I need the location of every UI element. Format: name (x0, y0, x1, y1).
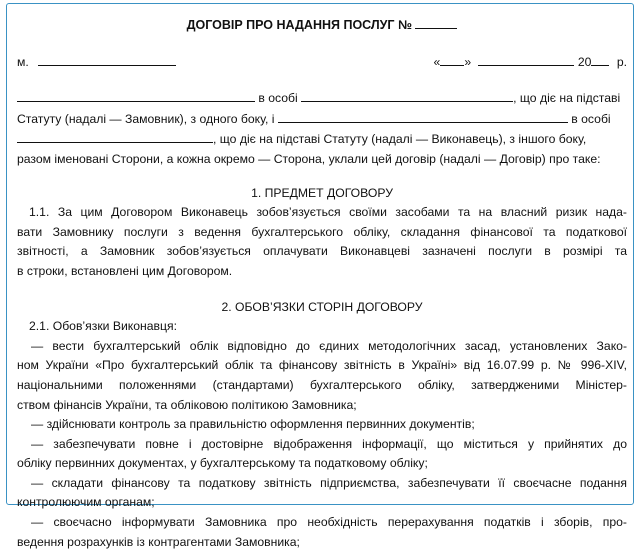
customer-representative-blank[interactable] (301, 88, 513, 102)
parties-line-4: разом іменовані Сторони, а кожна окремо — Сторона, уклали цей договір (надалі — Договір) про таке: (17, 151, 601, 166)
duty-item-line: контролюючим органам; (17, 495, 155, 510)
duty-item-line: ством фінансів України, та обліковою політикою Замовника; (17, 397, 357, 412)
parties-line-1: в особі , що діє на підставі (17, 88, 627, 109)
duty-item-line: ведення розрахунків із контрагентами Замовника; (17, 534, 300, 549)
duty-item-line: — вести бухгалтерський облік відповідно до єдиних методологічних засад, установлених Зако- (31, 338, 627, 353)
clause-1-1-line: 1.1. За цим Договором Виконавець зобов’язується своїми засобами та на власний ризик нада- (29, 205, 627, 220)
city-blank[interactable] (38, 52, 176, 66)
duty-item-line: ном України «Про бухгалтерський облік та фінансову звітність в Україні» від 16.07.99 р. № 996-XIV, (17, 358, 627, 373)
duty-item-line: — своєчасно інформувати Замовника про необхідність перерахування податків і зборів, про- (31, 515, 627, 530)
clause-2-1-title: 2.1. Обов’язки Виконавця: (29, 319, 177, 334)
year-blank[interactable] (591, 52, 609, 66)
duty-item-line: — здійснювати контроль за правильністю оформлення первинних документів; (31, 417, 475, 432)
duty-item-line: — складати фінансову та податкову звітність підприємства, забезпечувати її своєчасне подання (31, 475, 627, 490)
place-field: м. (17, 52, 176, 73)
parties-line-3: , що діє на підставі Статуту (надалі — Виконавець), з іншого боку, (17, 129, 627, 150)
place-date-row (17, 52, 627, 73)
customer-name-blank[interactable] (17, 88, 255, 102)
clause-1-1-line: в строки, встановлені цим Договором. (17, 263, 233, 278)
date-field: « » 20 р. (434, 52, 627, 73)
month-blank[interactable] (478, 52, 574, 66)
duty-item-line: — забезпечувати повне і достовірне відображення інформації, що міститься у прийнятих до (31, 436, 627, 451)
section-2-heading: 2. ОБОВ’ЯЗКИ СТОРІН ДОГОВОРУ (221, 299, 423, 314)
section-1-heading: 1. ПРЕДМЕТ ДОГОВОРУ (251, 185, 393, 200)
contractor-representative-blank[interactable] (17, 129, 213, 143)
document-title: ДОГОВІР ПРО НАДАННЯ ПОСЛУГ № (17, 15, 627, 36)
clause-1-1-line: звітності, а Замовник зобов’язується оплачувати Виконавцеві зазначені послуги в розмірі та (17, 244, 627, 259)
duty-item-line: національними положеннями (стандартами) бухгалтерського обліку, затвердженими Міністер- (17, 377, 627, 392)
document-frame (6, 3, 634, 549)
parties-line-2: Статуту (надалі — Замовник), з одного боку, і в особі (17, 109, 627, 130)
contractor-name-blank[interactable] (278, 109, 568, 123)
day-blank[interactable] (440, 52, 464, 66)
duty-item-line: обліку первинних документах, у бухгалтерському та податковому обліку; (17, 456, 428, 471)
contract-number-blank[interactable] (415, 15, 457, 29)
clause-1-1-line: вати Замовнику послуги з ведення бухгалтерського обліку, складання фінансової та податкової (17, 224, 627, 239)
contract-document (17, 12, 627, 552)
